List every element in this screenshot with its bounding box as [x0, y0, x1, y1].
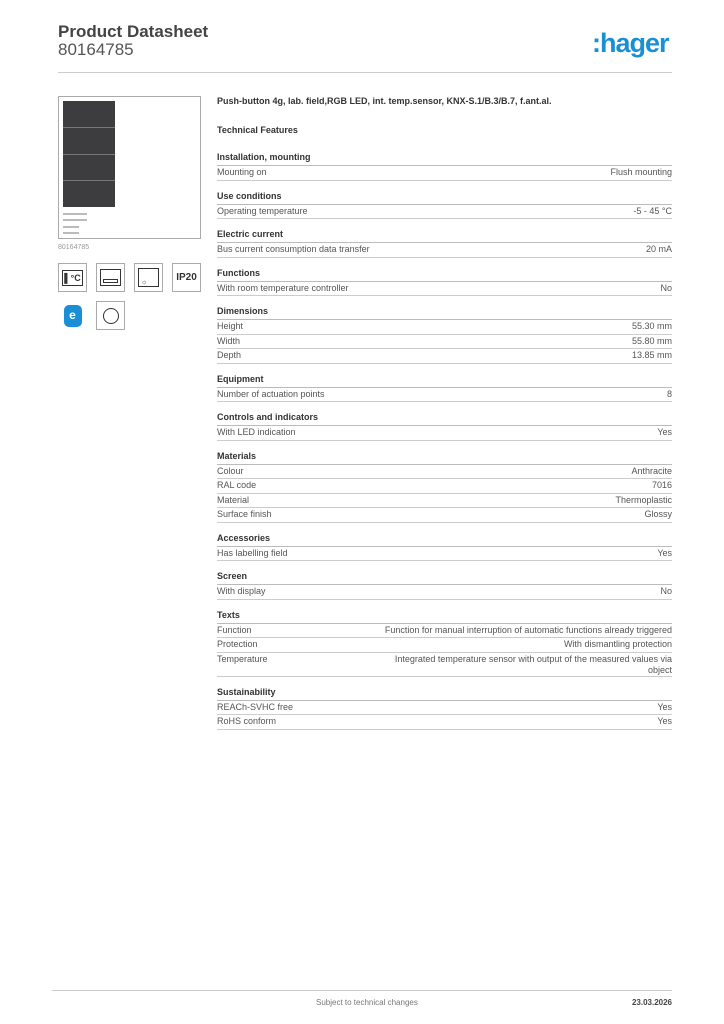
spec-label: Bus current consumption data transfer	[217, 244, 370, 254]
section-title: Accessories	[217, 532, 672, 547]
spec-row	[217, 547, 672, 562]
spec-label: Number of actuation points	[217, 388, 325, 399]
spec-label: Protection	[217, 639, 258, 649]
spec-value: 13.85 mm	[631, 350, 672, 360]
spec-row	[217, 166, 672, 181]
spec-section	[217, 532, 672, 562]
easy-icon: e	[58, 301, 87, 330]
spec-label: With display	[217, 586, 266, 596]
spec-row	[217, 426, 672, 441]
spec-row	[217, 349, 672, 364]
spec-label: Surface finish	[217, 509, 272, 519]
spec-row	[217, 508, 672, 523]
spec-row	[217, 585, 672, 600]
sensor-icon: ☼	[134, 263, 163, 292]
spec-value: No	[660, 586, 672, 596]
spec-label: Function	[217, 624, 252, 635]
product-code: 80164785	[58, 40, 134, 59]
spec-label: Temperature	[217, 653, 268, 664]
spec-row	[217, 465, 672, 480]
datasheet-content	[217, 96, 672, 739]
spec-section	[217, 411, 672, 441]
section-title: Installation, mounting	[217, 151, 672, 166]
spec-value: 55.80 mm	[631, 335, 672, 346]
spec-value: Yes	[657, 716, 672, 726]
spec-row	[217, 335, 672, 350]
spec-label: Mounting on	[217, 167, 267, 177]
spec-value: 7016	[651, 480, 672, 490]
spec-row	[217, 243, 672, 258]
spec-label: Height	[217, 321, 244, 331]
spec-label: Colour	[217, 465, 244, 476]
spec-section	[217, 305, 672, 364]
spec-section	[217, 450, 672, 523]
spec-value: 55.30 mm	[631, 321, 672, 331]
page-title: Product Datasheet	[58, 22, 209, 41]
spec-row	[217, 494, 672, 509]
spec-value: Anthracite	[631, 465, 672, 476]
spec-value: Glossy	[644, 509, 672, 519]
spec-label: RAL code	[217, 480, 257, 490]
ip-rating-icon: IP20	[172, 263, 201, 292]
hager-logo: :hager	[592, 28, 669, 58]
spec-row	[217, 388, 672, 403]
spec-section	[217, 190, 672, 220]
spec-row	[217, 479, 672, 494]
temperature-icon: ▌°C	[58, 263, 87, 292]
spec-value: 8	[666, 388, 672, 399]
footer-divider	[52, 990, 672, 991]
spec-label: Depth	[217, 350, 242, 360]
spec-label: REACh-SVHC free	[217, 701, 294, 712]
display-icon	[96, 263, 125, 292]
spec-value: 20 mA	[645, 244, 672, 254]
spec-label: Width	[217, 335, 241, 346]
spec-row	[217, 320, 672, 335]
spec-value: With dismantling protection	[563, 639, 672, 649]
spec-value: Yes	[657, 427, 672, 437]
section-title: Texts	[217, 609, 672, 624]
footer-note: Subject to technical changes	[316, 998, 418, 1007]
spec-value: Integrated temperature sensor with output of the measured values via object	[394, 653, 672, 675]
image-caption: 80164785	[58, 244, 90, 251]
spec-section	[217, 686, 672, 730]
spec-label: Has labelling field	[217, 547, 288, 558]
product-description: Push-button 4g, lab. field,RGB LED, int. temp.sensor, KNX-S.1/B.3/B.7, f.ant.al.	[217, 96, 552, 106]
connection-icon	[96, 301, 125, 330]
spec-label: RoHS conform	[217, 716, 277, 726]
spec-label: With LED indication	[217, 427, 296, 437]
section-title: Electric current	[217, 228, 672, 243]
section-title: Controls and indicators	[217, 411, 672, 426]
spec-row	[217, 701, 672, 716]
header-divider	[58, 72, 672, 73]
spec-label: Operating temperature	[217, 205, 308, 216]
section-title: Sustainability	[217, 686, 672, 701]
spec-section	[217, 151, 672, 181]
spec-row	[217, 653, 672, 677]
spec-row	[217, 715, 672, 730]
features-title: Technical Features	[217, 125, 298, 135]
spec-section	[217, 267, 672, 297]
spec-value: Yes	[657, 547, 672, 558]
spec-value: No	[660, 282, 672, 293]
spec-label: Material	[217, 494, 250, 505]
spec-value: Yes	[657, 701, 672, 712]
section-title: Use conditions	[217, 190, 672, 205]
spec-row	[217, 205, 672, 220]
spec-label: With room temperature controller	[217, 282, 349, 293]
spec-row	[217, 624, 672, 639]
spec-row	[217, 282, 672, 297]
spec-value: -5 - 45 °C	[633, 205, 672, 216]
section-title: Materials	[217, 450, 672, 465]
spec-value: Function for manual interruption of automatic functions already triggered	[384, 624, 672, 635]
product-image	[58, 96, 201, 239]
spec-section	[217, 609, 672, 677]
spec-value: Thermoplastic	[615, 494, 672, 505]
spec-row	[217, 638, 672, 653]
spec-section	[217, 373, 672, 403]
section-title: Functions	[217, 267, 672, 282]
section-title: Screen	[217, 570, 672, 585]
spec-section	[217, 228, 672, 258]
spec-section	[217, 570, 672, 600]
footer-date: 23.03.2026	[631, 998, 672, 1007]
section-title: Equipment	[217, 373, 672, 388]
spec-value: Flush mounting	[610, 167, 672, 177]
section-title: Dimensions	[217, 305, 672, 320]
